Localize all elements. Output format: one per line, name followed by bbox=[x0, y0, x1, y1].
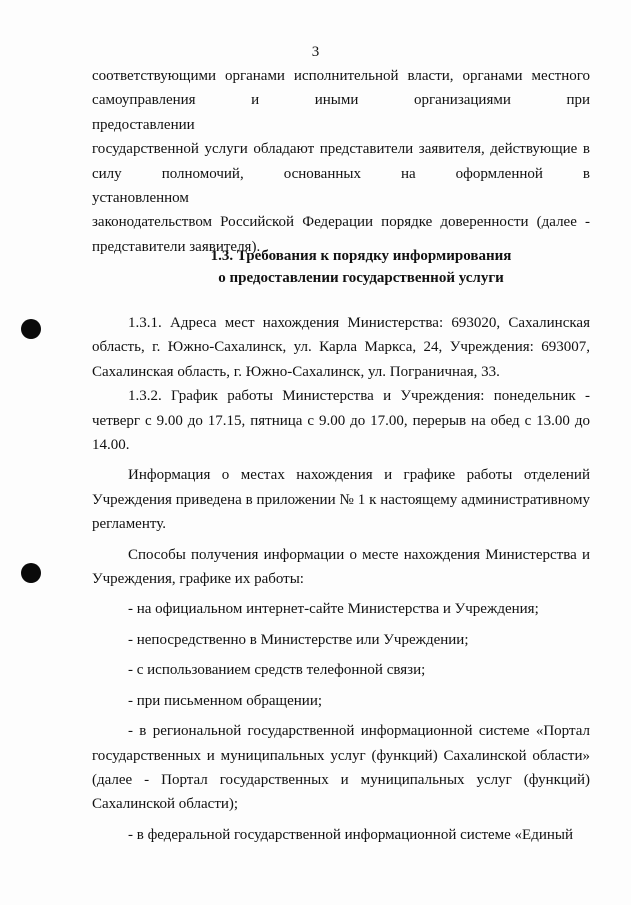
intro-line: силу полномочий, основанных на оформленной в установленном bbox=[92, 165, 590, 207]
section-heading bbox=[92, 245, 590, 289]
intro-line: законодательством Российской Федерации порядке доверенности (далее - bbox=[92, 214, 590, 231]
list-item: - на официальном интернет-сайте Министерства и Учреждения; bbox=[128, 601, 539, 618]
list-item: - непосредственно в Министерстве или Учреждении; bbox=[128, 631, 469, 648]
list-item: - в региональной государственной информационной системе «Портал государственных и муниципальных услуг (функций) Сахалинской области» (далее - Портал государственных и муниципальных услуг (функций) Сахалинской области); bbox=[92, 723, 590, 813]
punch-hole bbox=[21, 563, 41, 583]
paragraph-1-3-1: 1.3.1. Адреса мест нахождения Министерства: 693020, Сахалинская область, г. Южно-Сахалинск, ул. Карла Маркса, 24, Учреждения: 693007, Сахалинская область, г. Южно-Сахалинск, ул. Пограничная, 33. bbox=[92, 315, 590, 380]
intro-line: соответствующими органами исполнительной власти, органами местного bbox=[92, 68, 590, 84]
intro-paragraph bbox=[92, 64, 590, 259]
list-item: - с использованием средств телефонной связи; bbox=[128, 662, 426, 679]
paragraph-info: Информация о местах нахождения и графике работы отделений Учреждения приведена в приложении № 1 к настоящему административному регламенту. bbox=[92, 467, 590, 533]
list-item: - при письменном обращении; bbox=[128, 692, 323, 709]
paragraph-1-3-2: 1.3.2. График работы Министерства и Учреждения: понедельник - четверг с 9.00 до 17.15, пятница с 9.00 до 17.00, перерыв на обед с 13.00 до 14.00. bbox=[92, 388, 590, 454]
page-number: 3 bbox=[311, 44, 320, 60]
intro-line: представители заявителя). bbox=[92, 238, 261, 255]
body-text bbox=[92, 311, 590, 847]
section-heading-line: о предоставлении государственной услуги bbox=[218, 270, 504, 286]
list-item: - в федеральной государственной информационной системе «Единый bbox=[128, 826, 574, 843]
paragraph-methods: Способы получения информации о месте нахождения Министерства и Учреждения, графике их работы: bbox=[92, 546, 590, 588]
intro-line: государственной услуги обладают представители заявителя, действующие в bbox=[92, 141, 590, 158]
intro-line: самоуправления и иными организациями при предоставлении bbox=[92, 92, 590, 133]
section-heading-line: 1.3. Требования к порядку информирования bbox=[210, 248, 512, 264]
punch-hole bbox=[21, 319, 41, 339]
